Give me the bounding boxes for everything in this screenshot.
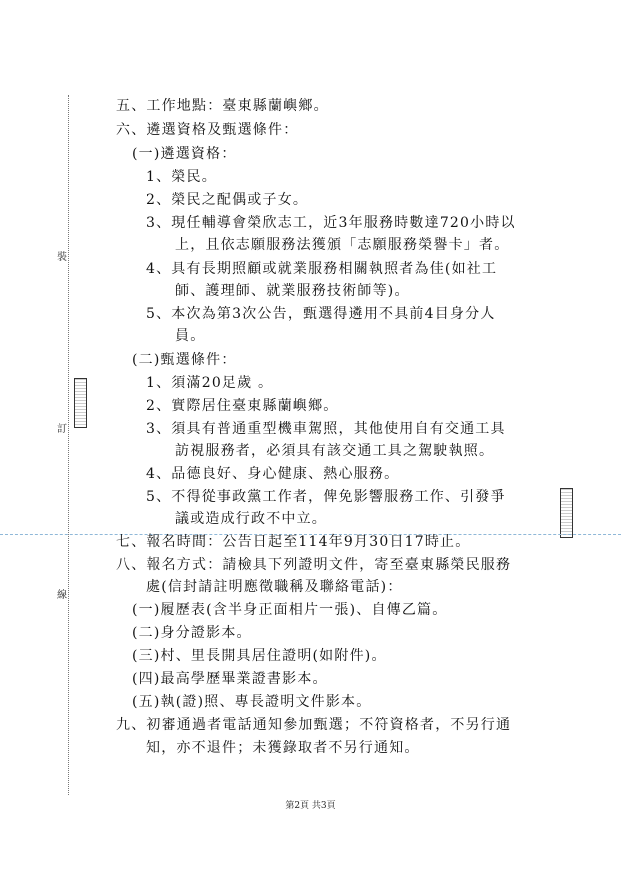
section-7-registration-time: 七、報名時間：公告日起至114年9月30日17時止。: [116, 534, 471, 550]
binding-margin-line: [68, 95, 69, 795]
list-item: 3、現任輔導會榮欣志工，近3年服務時數達720小時以: [146, 215, 516, 231]
list-item: 4、品德良好、身心健康、熱心服務。: [146, 466, 400, 482]
document-item: (四)最高學歷畢業證書影本。: [132, 671, 328, 687]
margin-char-ding: 訂: [57, 424, 67, 435]
list-item: 4、具有長期照顧或就業服務相關執照者為佳(如社工: [146, 261, 498, 277]
page-number: 第2頁 共3頁: [285, 801, 336, 811]
list-item: 1、須滿20足歲 。: [146, 375, 274, 391]
section-9-continuation: 知，亦不退件；未獲錄取者不另行通知。: [146, 740, 420, 756]
list-item: 5、不得從事政黨工作者，俾免影響服務工作、引發爭: [146, 489, 506, 505]
margin-char-zhuang: 裝: [57, 252, 67, 263]
list-item: 5、本次為第3次公告，甄選得遴用不具前4目身分人: [146, 306, 496, 322]
list-item: 2、實際居住臺東縣蘭嶼鄉。: [146, 398, 339, 414]
document-item: (五)執(證)照、專長證明文件影本。: [132, 694, 372, 710]
list-item-continuation: 訪視服務者，必須具有該交通工具之駕駛執照。: [175, 443, 495, 459]
list-item-continuation: 師、護理師、就業服務技術師等)。: [175, 283, 410, 299]
list-item-continuation: 員。: [175, 328, 206, 344]
document-item: (一)履歷表(含半身正面相片一張)、自傳乙篇。: [132, 602, 448, 618]
list-item: 2、榮民之配偶或子女。: [146, 192, 309, 208]
list-item-continuation: 上，且依志願服務法獲頒「志願服務榮譽卡」者。: [175, 237, 510, 253]
seal-stamp-left: [74, 378, 87, 428]
seal-stamp-right: [560, 488, 573, 538]
margin-char-xian: 線: [57, 590, 67, 601]
list-item: 1、榮民。: [146, 169, 217, 185]
document-item: (三)村、里長開具居住證明(如附件)。: [132, 648, 387, 664]
section-8-continuation: 處(信封請註明應徵職稱及聯絡電話)：: [146, 579, 403, 595]
section-5-location: 五、工作地點：臺東縣蘭嶼鄉。: [116, 98, 329, 114]
subsection-1-heading: (一)遴選資格：: [132, 146, 237, 162]
document-item: (二)身分證影本。: [132, 625, 252, 641]
section-8-registration-method: 八、報名方式：請檢具下列證明文件，寄至臺東縣榮民服務: [116, 557, 512, 573]
list-item: 3、須具有普通重型機車駕照，其他使用自有交通工具: [146, 421, 506, 437]
section-9-notification: 九、初審通過者電話通知參加甄選；不符資格者，不另行通: [116, 717, 512, 733]
subsection-2-heading: (二)甄選條件：: [132, 352, 237, 368]
section-6-heading: 六、遴選資格及甄選條件：: [116, 122, 299, 138]
list-item-continuation: 議或造成行政不中立。: [175, 511, 327, 527]
